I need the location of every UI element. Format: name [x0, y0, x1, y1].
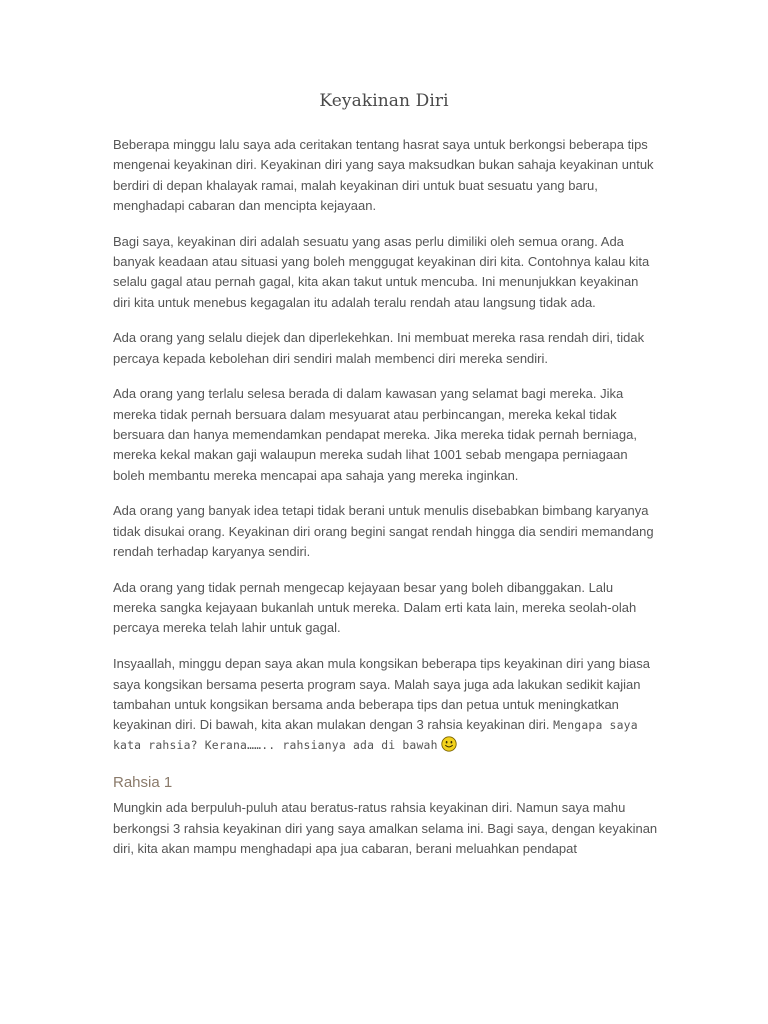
paragraph-2: Bagi saya, keyakinan diri adalah sesuatu yang asas perlu dimiliki oleh semua orang. Ada banyak keadaan atau situasi yang boleh menggugat keyakinan diri kita. Contohnya kalau kita selalu gagal atau pernah gagal, kita akan takut untuk mencuba. Ini menunjukkan keyakinan diri kita untuk menebus kegagalan itu adalah teralu rendah atau langsung tidak ada.: [113, 233, 650, 310]
section-heading-rahsia-1: Rahsia 1: [113, 774, 173, 792]
section-paragraph-rahsia-1: Mungkin ada berpuluh-puluh atau beratus-ratus rahsia keyakinan diri. Namun saya mahu berkongsi 3 rahsia keyakinan diri yang saya amalkan selama ini. Bagi saya, dengan keyakinan diri, kita akan mampu menghadapi apa jua cabaran, berani meluahkan pendapat: [113, 800, 658, 856]
document-body: [113, 135, 658, 875]
paragraph-5: Ada orang yang banyak idea tetapi tidak berani untuk menulis disebabkan bimbang karyanya tidak disukai orang. Keyakinan diri orang begini sangat rendah hingga dia sendiri memandang rendah terhadap karyanya sendiri.: [113, 503, 654, 560]
paragraph-1: Beberapa minggu lalu saya ada ceritakan tentang hasrat saya untuk berkongsi beberapa tips mengenai keyakinan diri. Keyakinan diri yang saya maksudkan bukan sahaja keyakinan untuk berdiri di depan khalayak ramai, malah keyakinan diri untuk buat sesuatu yang baru, menghadapi cabaran dan mencipta kejayaan.: [113, 137, 654, 213]
paragraph-4: Ada orang yang terlalu selesa berada di dalam kawasan yang selamat bagi mereka. Jika mereka tidak pernah bersuara dalam mesyuarat atau perbincangan, mereka kekal tidak bersuara dan hanya memendamkan pendapat mereka. Jika mereka tidak pernah berniaga, mereka kekal makan gaji walaupun mereka sudah lihat 1001 sebab mengapa perniagaan boleh membantu mereka mencapai apa sahaja yang mereka inginkan.: [113, 386, 637, 483]
smiley-face-icon: [441, 736, 457, 758]
paragraph-3: Ada orang yang selalu diejek dan diperlekehkan. Ini membuat mereka rasa rendah diri, tidak percaya kepada kebolehan diri sendiri malah membenci diri mereka sendiri.: [113, 330, 645, 366]
closing-paragraph: [113, 654, 658, 758]
paragraph-6: Ada orang yang tidak pernah mengecap kejayaan besar yang boleh dibanggakan. Lalu mereka sangka kejayaan bukanlah untuk mereka. Dalam erti kata lain, mereka seolah-olah percaya mereka telah lahir untuk gagal.: [113, 579, 637, 636]
document-title: Keyakinan Diri: [319, 91, 449, 111]
closing-paragraph-tail: Mengapa saya kata rahsia? Kerana…….. rahsianya ada di bawah: [113, 718, 638, 753]
closing-paragraph-text: Insyaallah, minggu depan saya akan mula kongsikan beberapa tips keyakinan diri yang biasa saya kongsikan bersama peserta program saya. Malah saya juga ada lakukan sedikit kajian tambahan untuk kongsikan bersama anda beberapa tips dan petua untuk meningkatkan keyakinan diri. Di bawah, kita akan mulakan dengan 3 rahsia keyakinan diri.: [113, 656, 650, 733]
